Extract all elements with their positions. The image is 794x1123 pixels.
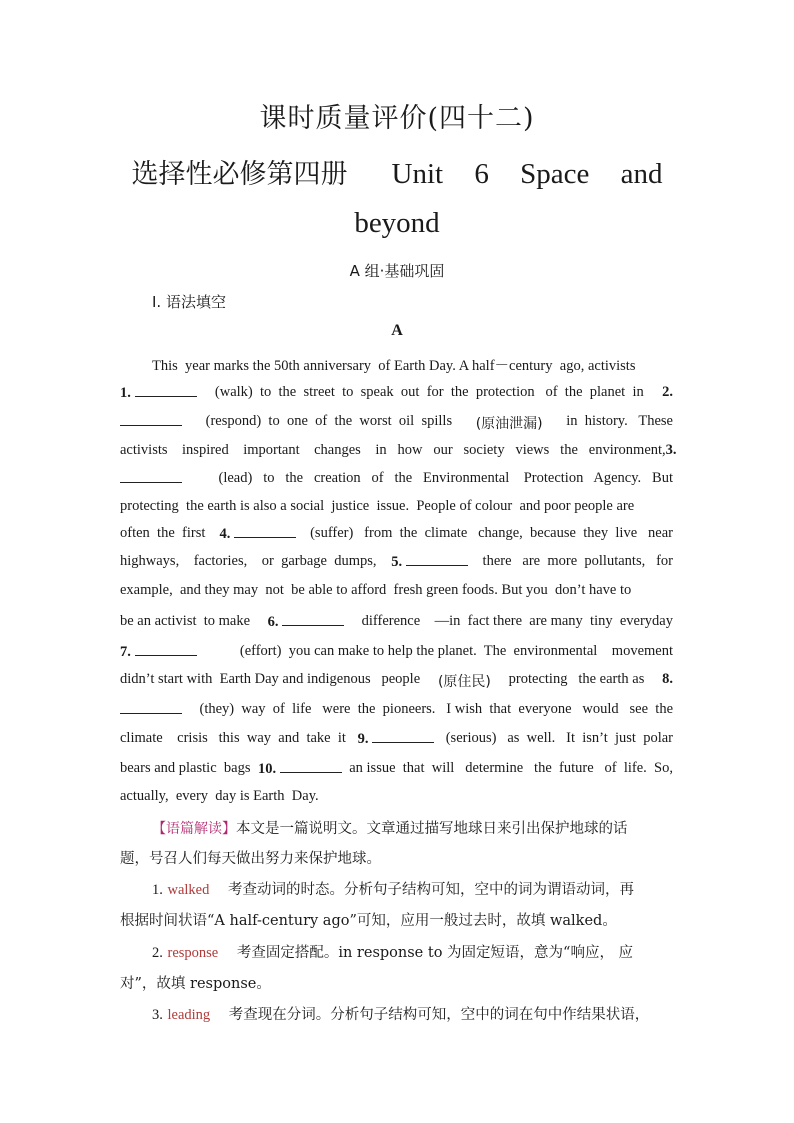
blank-8[interactable] [120, 701, 182, 714]
blank-number: 8. [662, 671, 673, 687]
passage-line: protecting the earth is also a social justice issue. People of colour and poor people are [120, 498, 635, 514]
page-subtitle [0, 152, 794, 191]
passage-line: This year marks the 50th anniversary of Earth Day. A half－century ago, activists [152, 358, 636, 374]
answer-item: 3. leading 考查现在分词。分析句子结构可知，空中的词在句中作结果状语， [152, 1007, 650, 1023]
passage-line: example, and they may not be able to afford fresh green foods. But you don’t have to [120, 582, 632, 598]
blank-1[interactable] [135, 384, 197, 397]
passage-line: activists inspired important changes in how our society views the environment, 3. [120, 442, 677, 458]
passage-line: be an activist to make 6. difference —in fact there are many tiny everyday [120, 613, 673, 630]
blank-number: 9. [357, 731, 369, 747]
passage-line: (they) way of life were the pioneers. I wish that everyone would see the [120, 701, 673, 718]
answer-item: 1. walked 考查动词的时态。分析句子结构可知，空中的词为谓语动词，再 [152, 882, 634, 898]
passage-line: climate crisis this way and take it 9. (serious) as well. It isn’t just polar [120, 730, 673, 747]
blank-7[interactable] [135, 643, 197, 656]
blank-number: 1. [120, 385, 131, 401]
page-title: 课时质量评价(四十二) [259, 103, 535, 134]
passage-line: actually, every day is Earth Day. [120, 788, 319, 804]
blank-6[interactable] [282, 613, 344, 626]
analysis-tag: 【语篇解读】 [152, 821, 236, 837]
passage-line: (lead) to the creation of the Environmental Protection Agency. But [120, 470, 673, 487]
blank-number: 3. [665, 442, 677, 458]
passage-line: 1. (walk) to the street to speak out for the protection of the planet in 2. [120, 384, 673, 401]
blank-number: 4. [219, 526, 231, 542]
answer-word: walked [167, 882, 210, 898]
passage-line: didn’t start with Earth Day and indigenous people (原住民) protecting the earth as 8. [120, 671, 673, 690]
answer-item: 2. response 考查固定搭配。in response to 为固定短语，意为“响应， 应 [152, 945, 634, 961]
blank-number: 6. [267, 614, 279, 630]
passage-line: 7. (effort) you can make to help the planet. The environmental movement [120, 643, 673, 660]
blank-3[interactable] [120, 470, 182, 483]
blank-5[interactable] [406, 553, 468, 566]
passage-line: bears and plastic bags 10. an issue that will determine the future of life. So, [120, 760, 673, 777]
answer-word: leading [167, 1007, 211, 1023]
passage-line: often the first 4. (suffer) from the climate change, because they live near [120, 525, 673, 542]
answer-item-cont: 对”，故填 response。 [120, 976, 271, 992]
answer-item-cont: 根据时间状语“A half-century ago”可知，应用一般过去时，故填 walked。 [120, 913, 617, 929]
passage-label: A [391, 322, 403, 339]
blank-number: 5. [391, 554, 403, 570]
subtitle-cn: 选择性必修第四册 [131, 159, 348, 190]
subtitle-unit: Unit 6 Space and [391, 158, 663, 190]
passage-line: highways, factories, or garbage dumps, 5. there are more pollutants, for [120, 553, 673, 570]
blank-number: 10. [257, 761, 277, 777]
group-label: A 组·基础巩固 [349, 262, 445, 280]
blank-number: 7. [120, 644, 131, 660]
subtitle-continued: beyond [354, 207, 440, 239]
blank-10[interactable] [280, 760, 342, 773]
blank-4[interactable] [234, 525, 296, 538]
passage-analysis-cont: 题，号召人们每天做出努力来保护地球。 [120, 851, 381, 867]
answer-word: response [167, 945, 219, 961]
blank-2[interactable] [120, 413, 182, 426]
blank-number: 2. [662, 384, 673, 400]
blank-9[interactable] [372, 730, 434, 743]
passage-analysis: 【语篇解读】本文是一篇说明文。文章通过描写地球日来引出保护地球的话 [152, 821, 628, 837]
section-label: Ⅰ. 语法填空 [152, 293, 226, 311]
passage-line: (respond) to one of the worst oil spills (原油泄漏) in history. These [120, 413, 673, 433]
